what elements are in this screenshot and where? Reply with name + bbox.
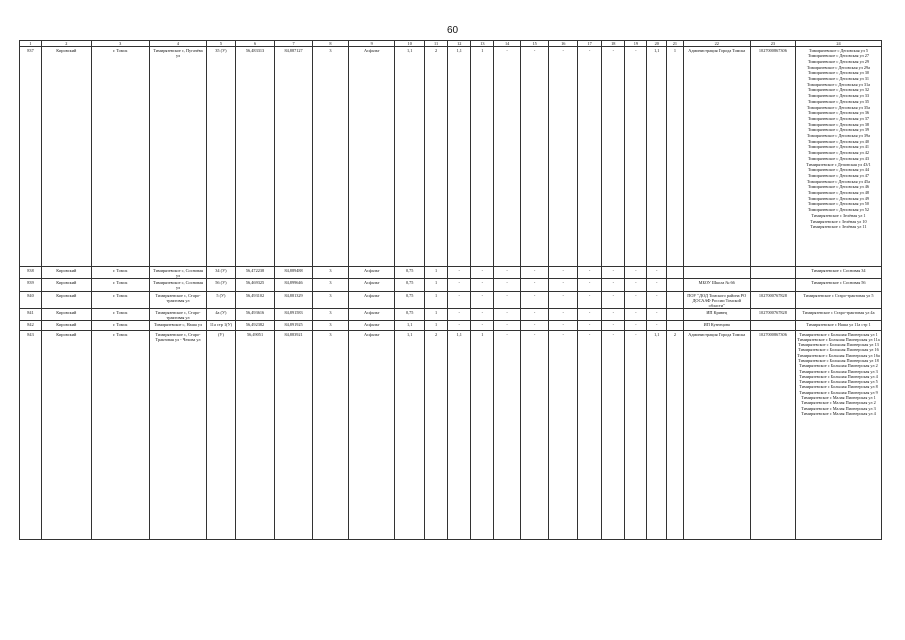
table-cell-col-15: - — [520, 321, 549, 331]
table-cell-col-18: - — [602, 321, 625, 331]
table-cell-col-17: - — [578, 321, 602, 331]
table-cell-col-2: Кировский — [42, 309, 92, 321]
table-cell-col-11: 1 — [425, 309, 448, 321]
table-cell-col-9: Асфальт — [349, 309, 395, 321]
table-cell-col-10: 1,1 — [395, 321, 425, 331]
table-cell-col-22: МБОУ Школа № 66 — [683, 279, 750, 292]
table-cell-col-2: Кировский — [42, 267, 92, 279]
table-cell-col-21 — [667, 321, 684, 331]
table-cell-col-21 — [667, 309, 684, 321]
table-cell-col-10: 0,75 — [395, 279, 425, 292]
served-address: Тимирязевское с Большая Пионерская ул 3 — [799, 368, 878, 374]
served-address: Тимирязевское с Деповская ул 33 — [807, 93, 870, 99]
table-cell-col-12: - — [448, 267, 471, 279]
table-cell-col-7: 84,889488 — [275, 267, 312, 279]
table-cell-col-20: 1,1 — [647, 47, 667, 267]
table-cell-col-22: Администрация Города Томска — [683, 331, 750, 540]
table-cell-col-19: - — [625, 267, 647, 279]
table-row — [20, 321, 882, 331]
table-cell-col-15: - — [520, 267, 549, 279]
table-cell-col-4: Тимирязевское с, Старо-трактовая ул — [149, 292, 206, 309]
table-cell-col-9: Асфальт — [349, 267, 395, 279]
served-address: Тимирязевское с Деповская ул 43/1 — [806, 161, 871, 167]
served-address: Тимирязевское с Деповская ул 35 — [807, 98, 870, 104]
table-cell-col-23: 1027000867306 — [750, 331, 795, 540]
served-address: Тимирязевское с Деповская ул 38 — [807, 121, 870, 127]
table-cell-col-13: 1 — [471, 331, 494, 540]
table-cell-col-11: 1 — [425, 279, 448, 292]
table-cell-col-10: 0,75 — [395, 267, 425, 279]
column-number-cell: 6 — [235, 41, 275, 47]
served-address: Тимирязевское с Деповская ул 31 — [807, 76, 870, 82]
served-address: Тимирязевское с Большая Пионерская ул 5 — [799, 379, 878, 385]
table-cell-col-5: 56 (У) — [207, 279, 236, 292]
column-number-cell: 7 — [275, 41, 312, 47]
table-cell-col-8: 3 — [312, 47, 348, 267]
table-cell-col-8: 3 — [312, 292, 348, 309]
table-cell-col-7: 84,887127 — [275, 47, 312, 267]
column-number-cell: 15 — [520, 41, 549, 47]
served-address: Тимирязевское с Большая Пионерская ул 16а — [797, 352, 880, 358]
served-address: Тимирязевское с Большая Пионерская ул 1 — [799, 331, 878, 337]
served-address: Тимирязевское с Деповская ул 46 — [807, 184, 870, 190]
table-cell-col-8: 3 — [312, 309, 348, 321]
table-cell-col-11: 2 — [425, 47, 448, 267]
served-address: Тимирязевское с Малая Пионерская ул 4 — [801, 410, 876, 416]
served-address: Тимирязевское с Деповская ул 30 — [807, 70, 870, 76]
table-cell-col-7: 84,899646 — [275, 279, 312, 292]
table-cell-col-9: Асфальт — [349, 321, 395, 331]
table-cell-col-10: 0,75 — [395, 292, 425, 309]
table-cell-col-19: - — [625, 47, 647, 267]
table-cell-col-8: 3 — [312, 321, 348, 331]
table-cell-col-4: Тимирязевское с, Пугачёва ул — [149, 47, 206, 267]
table-cell-col-22: ИП Кривец — [683, 309, 750, 321]
table-cell-col-11: 2 — [425, 331, 448, 540]
table-cell-col-17: - — [578, 331, 602, 540]
table-cell-col-14: - — [494, 267, 520, 279]
table-cell-col-13: - — [471, 267, 494, 279]
served-addresses-cell: Тимирязевское с Старо-трактовая ул 4а — [795, 309, 881, 321]
served-addresses-cell: Тимирязевское с Сосновая 34 — [795, 267, 881, 279]
table-cell-col-23: 1027000867306 — [750, 47, 795, 267]
table-cell-col-16: - — [549, 292, 578, 309]
table-cell-col-20: 1,1 — [647, 331, 667, 540]
table-row — [20, 279, 882, 292]
table-cell-col-18: - — [602, 47, 625, 267]
table-cell-col-18: - — [602, 292, 625, 309]
table-cell-col-1: 841 — [20, 309, 42, 321]
table-cell-col-23: 1027000767828 — [750, 309, 795, 321]
table-cell-col-18: - — [602, 279, 625, 292]
served-address: Тимирязевское с Большая Пионерская ул 16 — [798, 347, 879, 353]
served-address: Тимирязевское с Деповская ул 31а — [806, 81, 871, 87]
table-cell-col-12: - — [448, 321, 471, 331]
table-cell-col-13: 1 — [471, 47, 494, 267]
table-cell-col-7: 84,891583 — [275, 309, 312, 321]
table-cell-col-22: ИП Кузнецова — [683, 321, 750, 331]
table-cell-col-16: - — [549, 267, 578, 279]
column-number-cell: 13 — [471, 41, 494, 47]
table-cell-col-2: Кировский — [42, 279, 92, 292]
served-addresses-cell — [795, 47, 881, 267]
table-cell-col-18: - — [602, 267, 625, 279]
served-address: Тимирязевское с Зелёная ул 11 — [810, 224, 867, 230]
served-address: Тимирязевское с Деповская ул 49 — [807, 195, 870, 201]
table-cell-col-9: Асфальт — [349, 331, 395, 540]
table-cell-col-1: 842 — [20, 321, 42, 331]
table-cell-col-20: - — [647, 321, 667, 331]
table-cell-col-9: Асфальт — [349, 292, 395, 309]
table-cell-col-8: 3 — [312, 267, 348, 279]
table-cell-col-16: - — [549, 47, 578, 267]
table-cell-col-19: - — [625, 279, 647, 292]
table-cell-col-15: - — [520, 279, 549, 292]
served-address: Тимирязевское с Большая Пионерская ул 2 — [799, 363, 878, 369]
table-cell-col-15: - — [520, 292, 549, 309]
table-cell-col-2: Кировский — [42, 292, 92, 309]
table-cell-col-11: 1 — [425, 292, 448, 309]
table-cell-col-11: 1 — [425, 267, 448, 279]
table-row — [20, 47, 882, 267]
table-cell-col-22: ПОУ "ДОД Томского района РО ДОСААФ России Томской области" — [683, 292, 750, 309]
table-cell-col-19: - — [625, 292, 647, 309]
table-row — [20, 331, 882, 540]
column-number-cell: 21 — [667, 41, 684, 47]
table-cell-col-17: - — [578, 279, 602, 292]
served-address: Тимирязевское с Деповская ул 29а — [806, 64, 871, 70]
table-cell-col-10: 0,75 — [395, 309, 425, 321]
table-cell-col-1: 839 — [20, 279, 42, 292]
table-cell-col-5: 11а стр 1(У) — [207, 321, 236, 331]
table-cell-col-6: 56,493616 — [235, 309, 275, 321]
served-address: Тимирязевское с Большая Пионерская ул 11а — [797, 336, 880, 342]
served-address: Тимирязевское с Деповская ул 27 — [807, 53, 870, 59]
table-cell-col-7: 84,883921 — [275, 331, 312, 540]
served-address: Тимирязевское с Малая Пионерская ул 3 — [801, 405, 876, 411]
column-number-cell: 19 — [625, 41, 647, 47]
table-cell-col-20: - — [647, 279, 667, 292]
table-cell-col-12: 1,1 — [448, 47, 471, 267]
table-cell-col-19: - — [625, 331, 647, 540]
table-cell-col-6: 56,472238 — [235, 267, 275, 279]
table-cell-col-18: - — [602, 309, 625, 321]
table-cell-col-1: 840 — [20, 292, 42, 309]
column-number-cell: 17 — [578, 41, 602, 47]
table-cell-col-5: 35 (У) — [207, 47, 236, 267]
table-cell-col-20: - — [647, 309, 667, 321]
table-cell-col-13: - — [471, 279, 494, 292]
served-address: Тимирязевское с Зелёная ул 1 — [811, 212, 866, 218]
column-number-cell: 23 — [750, 41, 795, 47]
table-cell-col-8: 3 — [312, 279, 348, 292]
page-number: 60 — [446, 25, 459, 36]
table-cell-col-23 — [750, 267, 795, 279]
table-cell-col-21: 1 — [667, 47, 684, 267]
table-row — [20, 267, 882, 279]
served-address: Тимирязевское с Деповская ул 48 — [807, 190, 870, 196]
table-cell-col-12: - — [448, 309, 471, 321]
served-address: Тимирязевское с Деповская ул 41 — [807, 144, 870, 150]
table-cell-col-17: - — [578, 292, 602, 309]
table-cell-col-4: Тимирязевское с, Сосновая ул — [149, 267, 206, 279]
table-cell-col-6: 56,492382 — [235, 321, 275, 331]
table-cell-col-3: г. Томск — [91, 331, 149, 540]
column-number-cell: 9 — [349, 41, 395, 47]
column-number-cell: 16 — [549, 41, 578, 47]
column-number-cell: 14 — [494, 41, 520, 47]
column-number-cell: 5 — [207, 41, 236, 47]
column-number-cell: 8 — [312, 41, 348, 47]
table-cell-col-9: Асфальт — [349, 279, 395, 292]
table-cell-col-17: - — [578, 267, 602, 279]
table-cell-col-23 — [750, 279, 795, 292]
table-cell-col-16: - — [549, 279, 578, 292]
served-address: Тимирязевское с Деповская ул 36 — [807, 110, 870, 116]
table-cell-col-20: - — [647, 267, 667, 279]
column-number-cell: 4 — [149, 41, 206, 47]
column-number-cell: 24 — [795, 41, 881, 47]
table-cell-col-5: 5 (У) — [207, 292, 236, 309]
column-number-cell: 22 — [683, 41, 750, 47]
table-cell-col-7: 84,881329 — [275, 292, 312, 309]
served-address: Тимирязевское с Деповская ул 29 — [807, 58, 870, 64]
table-cell-col-5: 4а (У) — [207, 309, 236, 321]
table-cell-col-13: - — [471, 292, 494, 309]
table-cell-col-3: г. Томск — [91, 47, 149, 267]
table-cell-col-4: Тимирязевское с, Сосновая ул — [149, 279, 206, 292]
table-cell-col-1: 843 — [20, 331, 42, 540]
column-number-cell: 10 — [395, 41, 425, 47]
table-row — [20, 292, 882, 309]
served-address: Тимирязевское с Деповская ул 40 — [807, 138, 870, 144]
column-number-cell: 18 — [602, 41, 625, 47]
column-number-cell: 2 — [42, 41, 92, 47]
table-cell-col-13: - — [471, 321, 494, 331]
table-cell-col-7: 84,891925 — [275, 321, 312, 331]
table-cell-col-15: - — [520, 47, 549, 267]
column-number-cell: 20 — [647, 41, 667, 47]
table-cell-col-4: Тимирязевское с, Старо-трактовая ул — [149, 309, 206, 321]
served-address: Тимирязевское с Зелёная ул 10 — [810, 218, 867, 224]
register-table — [19, 40, 882, 540]
served-address: Тимирязевское с Деповская ул 45а — [806, 178, 871, 184]
table-cell-col-21: 2 — [667, 331, 684, 540]
served-address: Тимирязевское с Деповская ул 39а — [806, 133, 871, 139]
column-number-cell: 3 — [91, 41, 149, 47]
table-row — [20, 309, 882, 321]
served-address: Тимирязевское с Деповская ул 50 — [807, 201, 870, 207]
column-number-cell: 11 — [425, 41, 448, 47]
served-address: Тимирязевское с Деповская ул 52 — [807, 207, 870, 213]
table-cell-col-2: Кировский — [42, 331, 92, 540]
table-cell-col-5: (У) — [207, 331, 236, 540]
served-address: Тимирязевское с Деповская ул 37 — [807, 115, 870, 121]
served-address: Тимирязевское с Деповская ул 43 — [807, 155, 870, 161]
table-cell-col-16: - — [549, 309, 578, 321]
served-address: Тимирязевское с Большая Пионерская ул 13 — [798, 342, 879, 348]
table-cell-col-16: - — [549, 331, 578, 540]
table-cell-col-12: - — [448, 279, 471, 292]
table-cell-col-2: Кировский — [42, 321, 92, 331]
column-number-cell: 1 — [20, 41, 42, 47]
served-address: Тимирязевское с Деповская ул 5 — [808, 47, 868, 53]
table-cell-col-4: Тимирязевское с, Старо-Трактовая ул - Чехова ул — [149, 331, 206, 540]
table-cell-col-12: - — [448, 292, 471, 309]
table-cell-col-21 — [667, 292, 684, 309]
table-cell-col-14: - — [494, 47, 520, 267]
served-addresses-cell: Тимирязевское с Наша ул 11а стр 1 — [795, 321, 881, 331]
table-cell-col-17: - — [578, 47, 602, 267]
table-cell-col-3: г. Томск — [91, 292, 149, 309]
table-cell-col-6: 56,49051 — [235, 331, 275, 540]
table-cell-col-10: 1,1 — [395, 331, 425, 540]
served-address: Тимирязевское с Малая Пионерская ул 2 — [801, 400, 876, 406]
table-cell-col-22: Администрация Города Томска — [683, 47, 750, 267]
table-cell-col-19: - — [625, 309, 647, 321]
table-cell-col-2: Кировский — [42, 47, 92, 267]
table-cell-col-19: - — [625, 321, 647, 331]
served-address: Тимирязевское с Деповская ул 44 — [807, 167, 870, 173]
table-cell-col-14: - — [494, 292, 520, 309]
table-cell-col-23: 1027000767828 — [750, 292, 795, 309]
table-cell-col-12: 1,1 — [448, 331, 471, 540]
table-cell-col-3: г. Томск — [91, 309, 149, 321]
table-cell-col-14: - — [494, 309, 520, 321]
table-cell-col-15: - — [520, 331, 549, 540]
table-cell-col-16: - — [549, 321, 578, 331]
table-cell-col-18: - — [602, 331, 625, 540]
table-cell-col-1: 837 — [20, 47, 42, 267]
served-address: Тимирязевское с Большая Пионерская ул 18 — [798, 357, 879, 363]
served-addresses-cell: Тимирязевское с Сосновая 56 — [795, 279, 881, 292]
table-cell-col-14: - — [494, 331, 520, 540]
table-cell-col-11: 1 — [425, 321, 448, 331]
table-cell-col-3: г. Томск — [91, 267, 149, 279]
table-cell-col-6: 56,483313 — [235, 47, 275, 267]
table-cell-col-13: - — [471, 309, 494, 321]
table-cell-col-4: Тимирязевское с, Нашa ул — [149, 321, 206, 331]
table-cell-col-5: 34 (У) — [207, 267, 236, 279]
table-cell-col-14: - — [494, 321, 520, 331]
served-address: Тимирязевское с Большая Пионерская ул 9 — [799, 389, 878, 395]
served-address: Тимирязевское с Деповская ул 47 — [807, 172, 870, 178]
served-addresses-cell — [795, 331, 881, 540]
served-addresses-cell: Тимирязевское с Старо-трактовая ул 5 — [795, 292, 881, 309]
table-cell-col-15: - — [520, 309, 549, 321]
table-cell-col-6: 56,469325 — [235, 279, 275, 292]
table-cell-col-17: - — [578, 309, 602, 321]
served-address: Тимирязевское с Большая Пионерская ул 8 — [799, 384, 878, 390]
column-number-cell: 12 — [448, 41, 471, 47]
served-address: Тимирязевское с Деповская ул 35а — [806, 104, 871, 110]
table-cell-col-3: г. Томск — [91, 321, 149, 331]
table-cell-col-21 — [667, 267, 684, 279]
table-cell-col-1: 838 — [20, 267, 42, 279]
table-cell-col-6: 56,493102 — [235, 292, 275, 309]
table-cell-col-14: - — [494, 279, 520, 292]
table-cell-col-22 — [683, 267, 750, 279]
served-address: Тимирязевское с Большая Пионерская ул 4 — [799, 373, 878, 379]
table-cell-col-10: 1,1 — [395, 47, 425, 267]
served-address: Тимирязевское с Деповская ул 32 — [807, 87, 870, 93]
table-cell-col-20: - — [647, 292, 667, 309]
served-address: Тимирязевское с Малая Пионерская ул 1 — [801, 395, 876, 401]
served-address: Тимирязевское с Деповская ул 39 — [807, 127, 870, 133]
table-cell-col-21 — [667, 279, 684, 292]
table-cell-col-23 — [750, 321, 795, 331]
table-cell-col-9: Асфальт — [349, 47, 395, 267]
table-cell-col-3: г. Томск — [91, 279, 149, 292]
table-cell-col-8: 3 — [312, 331, 348, 540]
served-address: Тимирязевское с Деповская ул 42 — [807, 150, 870, 156]
